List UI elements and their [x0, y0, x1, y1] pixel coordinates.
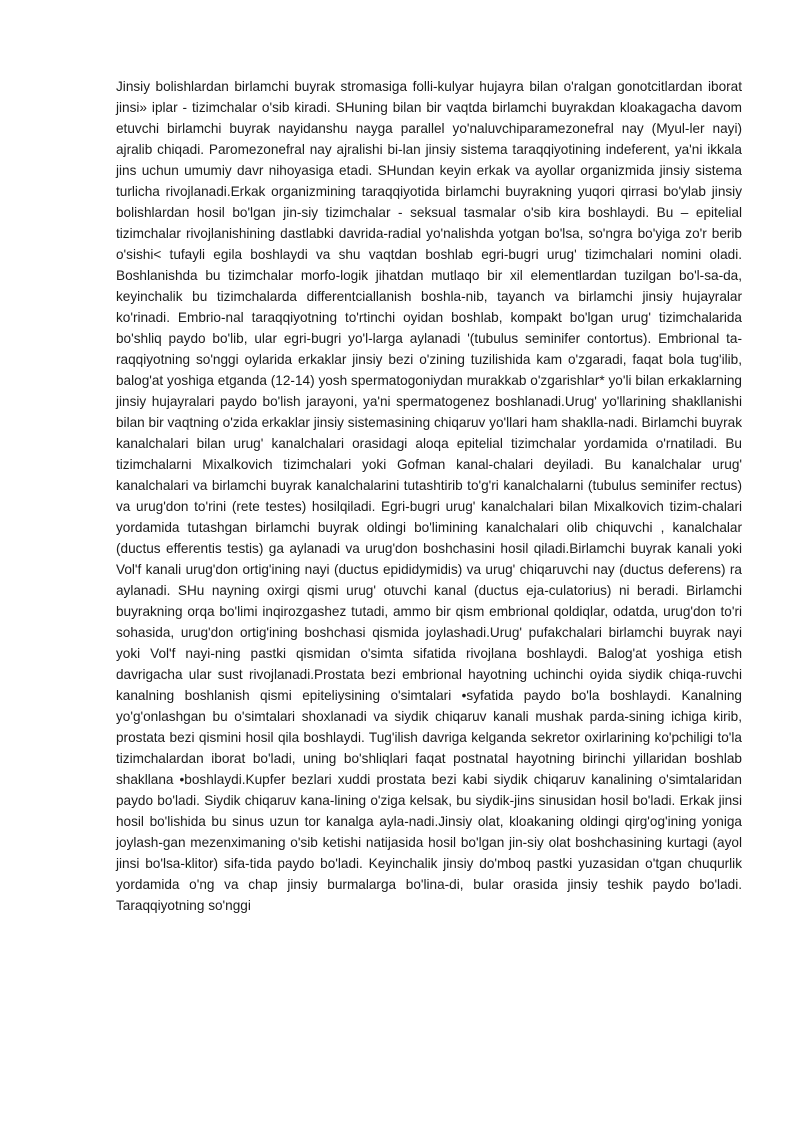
- document-page: [116, 76, 742, 916]
- body-paragraph: Jinsiy bolishlardan birlamchi buyrak stromasiga folli-kulyar hujayra bilan o'ralgan gonotcitlardan iborat jinsi» iplar - tizimchalar o'sib kiradi. SHuning bilan bir vaqtda birlamchi buyrakdan kloakagacha davom etuvchi birlamchi buyrak nayidanshu nayga parallel yo'naluvchiparamezonefral nay (Myul-ler nayi) ajralib chiqadi. Paromezonefral nay ajralishi bi-lan jinsiy sistema taraqqiyotining indeferent, ya'ni ikkala jins uchun umumiy davr nihoyasiga etadi. SHundan keyin erkak va ayollar organizmida jinsiy sistema turlicha rivojlanadi.Erkak organizmining taraqqiyotida birlamchi buyrakning yuqori qirrasi bo'ylab jinsiy bolishlardan hosil bo'lgan jin-siy tizimchalar - seksual tasmalar o'sib kira boshlaydi. Bu – epitelial tizimchalar rivojlanishining dastlabki davrida-radial yo'nalishda yotgan bo'lsa, so'ngra bo'yiga zo'r berib o'sishi< tufayli egila boshlaydi va shu vaqtdan boshlab egri-bugri urug' tizimchalari nomini oladi. Boshlanishda bu tizimchalar morfo-logik jihatdan mutlaqo bir xil elementlardan tuzilgan bo'l-sa-da, keyinchalik bu tizimchalarda differentciallanish boshla-nib, tayanch va birlamchi jinsiy hujayralar ko'rinadi. Embrio-nal taraqqiyotning to'rtinchi oyidan boshlab, kompakt bo'lgan urug' tizimchalarida bo'shliq paydo bo'lib, ular egri-bugri yo'l-larga aylanadi '(tubulus seminifer contortus). Embrional ta-raqqiyotning so'nggi oylarida erkaklar jinsiy bezi o'zining tuzilishida kam o'zgaradi, faqat bola tug'ilib, balog'at yoshiga etganda (12-14) yosh spermatogoniydan murakkab o'zgarishlar* yo'li bilan erkaklarning jinsiy hujayralari paydo bo'lish jarayoni, ya'ni spermatogenez boshlanadi.Urug' yo'llarining shakllanishi bilan bir vaqtning o'zida erkaklar jinsiy sistemasining chiqaruv yo'llari ham shaklla-nadi. Birlamchi buyrak kanalchalari bilan urug' kanalchalari orasidagi aloqa epitelial tizimchalar yordamida o'rnatiladi. Bu tizimchalarni Mixalkovich tizimchalari yoki Gofman kanal-chalari deyiladi. Bu kanalchalar urug' kanalchalari va birlamchi buyrak kanalchalarini tutashtirib to'g'ri kanalchalarni (tubulus seminifer rectus) va urug'don to'rini (rete testes) hosilqiladi. Egri-bugri urug' kanalchalari bilan Mixalkovich tizim-chalari yordamida tutashgan birlamchi buyrak oldingi bo'limining kanalchalari olib chiquvchi , kanalchalar (ductus efferentis testis) ga aylanadi va urug'don boshchasini hosil qiladi.Birlamchi buyrak kanali yoki Vol'f kanali urug'don ortig'ining nayi (ductus epididymidis) va urug' chiqaruvchi nay (ductus deferens) ra aylanadi. SHu nayning oxirgi qismi urug' otuvchi kanal (ductus eja-culatorius) ni beradi. Birlamchi buyrakning orqa bo'limi inqirozgashez tutadi, ammo bir qism embrional qoldiqlar, odatda, urug'don to'ri sohasida, urug'don ortig'ining boshchasi qismida joylashadi.Urug' pufakchalari birlamchi buyrak nayi yoki Vol'f nayi-ning pastki qismidan o'simta sifatida rivojlana boshlaydi. Balog'at yoshiga etish davrigacha ular sust rivojlanadi.Prostata bezi embrional hayotning uchinchi oyida siydik chiqa-ruvchi kanalning boshlanish qismi epiteliysining o'simtalari •syfatida paydo bo'la boshlaydi. Kanalning yo'g'onlashgan bu o'simtalari shoxlanadi va siydik chiqaruv kanali mushak parda-sining ichiga kirib, prostata bezi qismini hosil qila boshlaydi. Tug'ilish davriga kelganda sekretor oxirlarining ko'pchiligi to'la tizimchalardan iborat bo'ladi, uning bo'shliqlari faqat postnatal hayotning birinchi yillaridan boshlab shakllana •boshlaydi.Kupfer bezlari xuddi prostata bezi kabi siydik chiqaruv kanalining o'simtalaridan paydo bo'ladi. Siydik chiqaruv kana-lining o'ziga kelsak, bu siydik-jins sinusidan hosil bo'ladi. Erkak jinsi hosil bo'lishida bu sinus uzun tor kanalga ayla-nadi.Jinsiy olat, kloakaning oldingi qirg'og'ining yoniga joylash-gan mezenximaning o'sib ketishi natijasida hosil bo'lgan jin-siy olat boshchasining kurtagi (ayol jinsi bo'lsa-klitor) sifa-tida paydo bo'ladi. Keyinchalik jinsiy do'mboq pastki yuzasidan o'tgan chuqurlik yordamida o'ng va chap jinsiy burmalarga bo'lina-di, bular orasida jinsiy teshik paydo bo'ladi. Taraqqiyotning so'nggi: [116, 79, 742, 913]
